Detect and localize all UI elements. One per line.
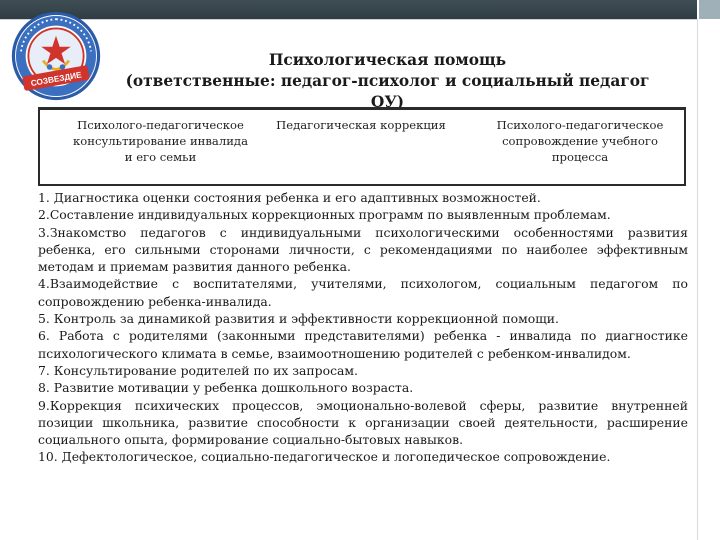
list-item: 6. Работа с родителями (законными представителями) ребенка - инвалида по диагностике психологического климата в семье, взаимоотношению родителей с ребенком-инвалидом. (38, 328, 688, 361)
box-correction: Педагогическая коррекция (276, 118, 446, 132)
slide-title (100, 50, 675, 113)
direction-boxes (38, 107, 686, 186)
list-item: 7. Консультирование родителей по их запросам. (38, 362, 358, 378)
title-line-3: ОУ) (370, 93, 405, 111)
title-line-2: (ответственные: педагог-психолог и социальный педагог (125, 72, 650, 90)
list-item: 4.Взаимодействие с воспитателями, учителями, психологом, социальным педагогом по сопровождению ребенка-инвалида. (38, 276, 688, 309)
box-support: Психолого-педагогическое сопровождение учебного процесса (496, 118, 664, 164)
header-divider (0, 19, 697, 20)
list-item: 8. Развитие мотивации у ребенка дошкольного возраста. (38, 380, 414, 396)
list-item: 5. Контроль за динамикой развития и эффективности коррекционной помощи. (38, 311, 559, 327)
title-line-1: Психологическая помощь (268, 51, 507, 69)
list-item: 2.Составление индивидуальных коррекционных программ по выявленным проблемам. (38, 207, 611, 223)
measures-list (38, 189, 688, 466)
organization-emblem-icon (10, 10, 102, 102)
header-dark-band (0, 0, 697, 19)
list-item: 9.Коррекция психических процессов, эмоционально-волевой сферы, развитие внутренней позиции школьника, развитие способности к организации своей деятельности, расширение социального опыта, формирование социально-бытовых навыков. (38, 397, 688, 448)
slide-header-bar (0, 0, 720, 26)
right-divider (697, 19, 698, 540)
list-item: 1. Диагностика оценки состояния ребенка и его адаптивных возможностей. (38, 190, 541, 205)
box-consulting: Психолого-педагогическое консультирование инвалида и его семьи (73, 118, 248, 164)
header-accent-block (697, 0, 720, 19)
list-item: 3.Знакомство педагогов с индивидуальными психологическими особенностями развития ребенка, его сильными сторонами личности, с рекомендациями по наиболее эффективным методам и приемам развития данного ребенка. (38, 224, 688, 275)
logo-banner-text: СОЗВЕЗДИЕ (30, 70, 83, 89)
list-item: 10. Дефектологическое, социально-педагогическое и логопедическое сопровождение. (38, 449, 611, 465)
